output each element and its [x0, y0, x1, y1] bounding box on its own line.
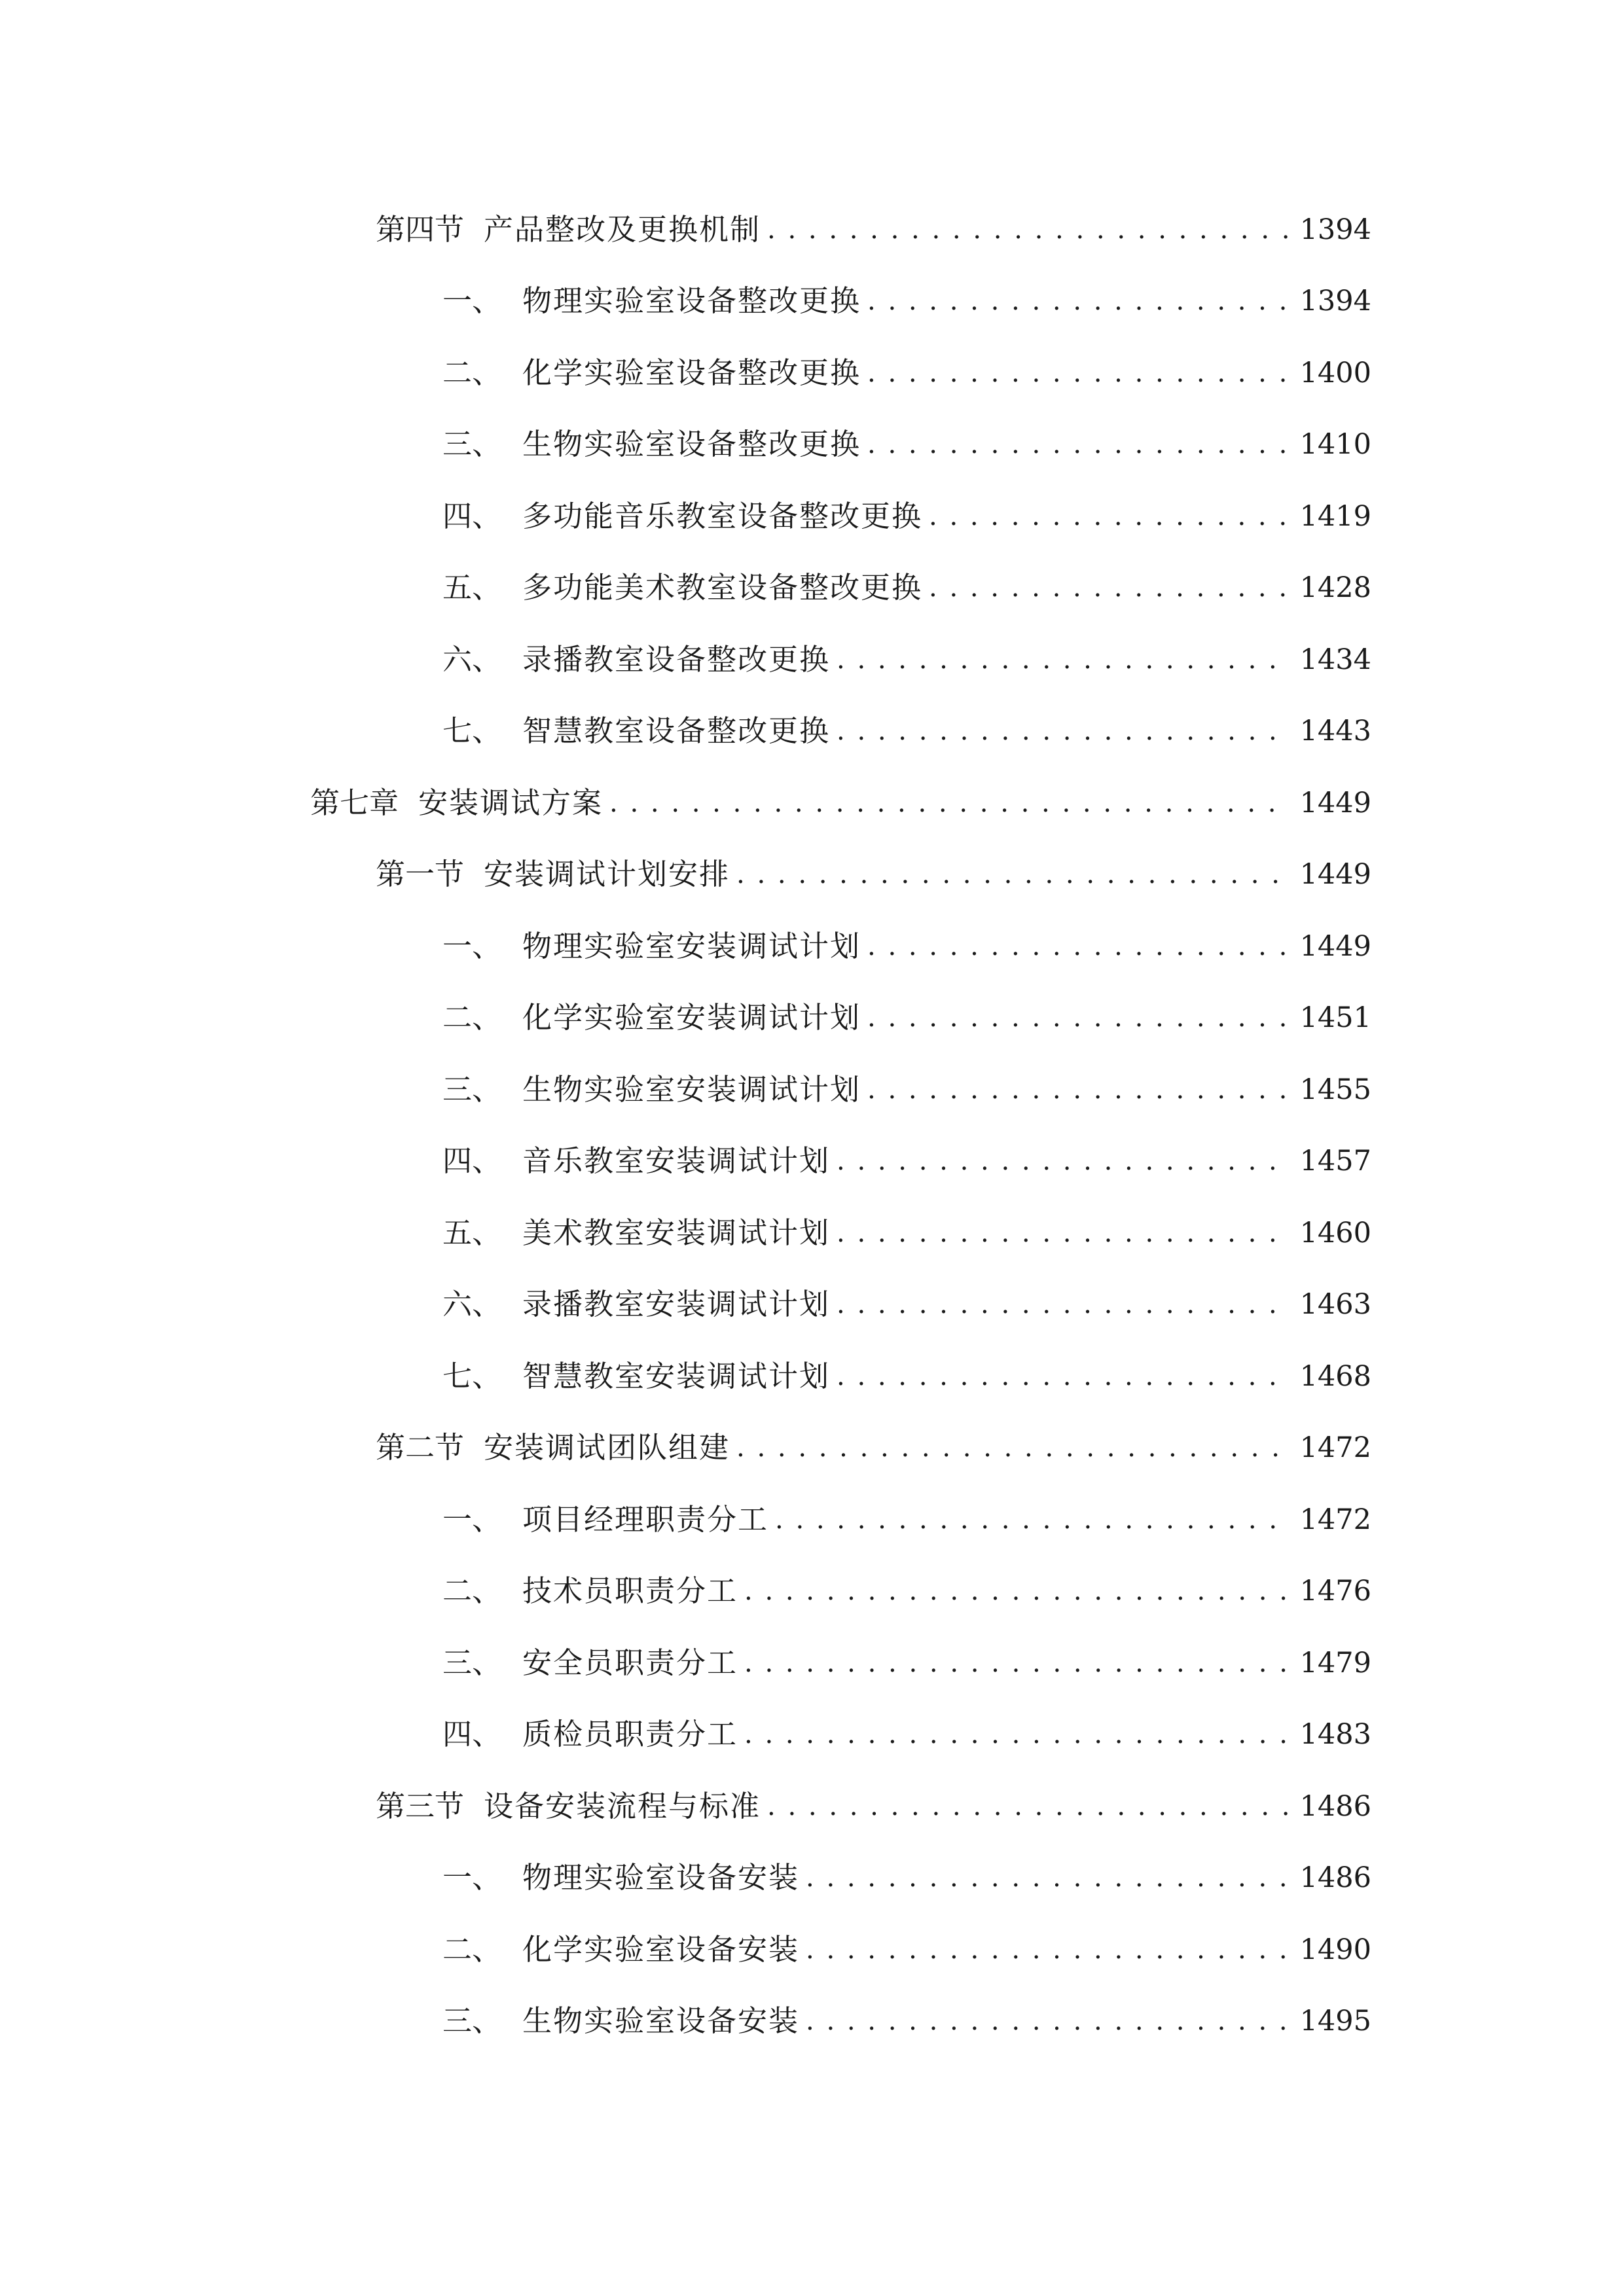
toc-entry-page: 1457	[1299, 1145, 1371, 1177]
toc-entry-title: 安全员职责分工	[522, 1645, 738, 1680]
toc-entry[interactable]	[442, 422, 1371, 467]
toc-entry-title: 生物实验室设备整改更换	[522, 427, 861, 461]
toc-entry-number: 五、	[442, 570, 502, 605]
toc-entry[interactable]	[376, 207, 1371, 253]
toc-entry[interactable]	[442, 493, 1371, 539]
toc-entry-page: 1443	[1299, 715, 1371, 747]
toc-entry[interactable]	[442, 1712, 1371, 1757]
toc-entry[interactable]	[442, 1855, 1371, 1901]
toc-entry[interactable]	[442, 1282, 1371, 1327]
toc-entry-title: 智慧教室设备整改更换	[522, 713, 831, 748]
toc-entry-number: 二、	[442, 355, 502, 390]
toc-entry-number: 一、	[442, 929, 502, 963]
toc-entry-number: 三、	[442, 427, 502, 461]
dot-leader	[775, 1497, 1290, 1543]
toc-entry[interactable]	[442, 1497, 1371, 1543]
toc-entry-title: 生物实验室设备安装	[522, 2003, 800, 2038]
toc-entry[interactable]	[442, 1998, 1371, 2044]
toc-entry-title: 项目经理职责分工	[522, 1502, 769, 1537]
dot-leader	[736, 852, 1290, 897]
toc-entry-page: 1394	[1299, 213, 1371, 246]
toc-entry-page: 1472	[1299, 1431, 1371, 1464]
toc-entry-title: 安装调试计划安排	[484, 857, 731, 891]
toc-entry-title: 产品整改及更换机制	[484, 212, 761, 247]
toc-entry[interactable]	[442, 1067, 1371, 1113]
toc-entry-page: 1479	[1299, 1647, 1371, 1679]
toc-entry-page: 1419	[1299, 500, 1371, 533]
toc-entry-number: 二、	[442, 1000, 502, 1035]
toc-entry[interactable]	[442, 708, 1371, 754]
toc-entry[interactable]	[442, 637, 1371, 683]
toc-entry-number: 一、	[442, 283, 502, 318]
toc-entry-title: 技术员职责分工	[522, 1573, 738, 1608]
dot-leader	[837, 637, 1290, 683]
toc-entry[interactable]	[442, 1927, 1371, 1973]
toc-entry-title: 化学实验室设备整改更换	[522, 355, 861, 390]
toc-entry-page: 1476	[1299, 1575, 1371, 1607]
dot-leader	[867, 422, 1290, 467]
toc-entry-page: 1472	[1299, 1503, 1371, 1536]
dot-leader	[867, 350, 1290, 396]
dot-leader	[837, 1282, 1290, 1327]
toc-entry-title: 物理实验室设备整改更换	[522, 283, 861, 318]
toc-entry-title: 安装调试团队组建	[484, 1430, 731, 1465]
dot-leader	[767, 207, 1290, 253]
toc-entry-number: 七、	[442, 1359, 502, 1393]
toc-entry-title: 设备安装流程与标准	[484, 1789, 761, 1823]
toc-entry-number: 第二节	[376, 1430, 465, 1465]
toc-entry-number: 四、	[442, 499, 502, 533]
toc-entry-number: 第四节	[376, 212, 465, 247]
toc-entry-title: 美术教室安装调试计划	[522, 1215, 831, 1250]
toc-entry-title: 音乐教室安装调试计划	[522, 1143, 831, 1178]
toc-entry[interactable]	[442, 1640, 1371, 1686]
toc-entry-title: 化学实验室设备安装	[522, 1932, 800, 1967]
toc-entry-number: 四、	[442, 1717, 502, 1751]
toc-entry-number: 六、	[442, 1287, 502, 1321]
toc-entry-number: 四、	[442, 1143, 502, 1178]
dot-leader	[837, 1354, 1290, 1399]
toc-entry-page: 1451	[1299, 1001, 1371, 1034]
dot-leader	[867, 924, 1290, 969]
toc-entry-number: 一、	[442, 1502, 502, 1537]
toc-entry-page: 1483	[1299, 1718, 1371, 1751]
toc-entry-number: 第一节	[376, 857, 465, 891]
toc-entry-title: 多功能音乐教室设备整改更换	[522, 499, 923, 533]
toc-entry[interactable]	[442, 1138, 1371, 1184]
toc-entry-title: 录播教室设备整改更换	[522, 642, 831, 677]
toc-entry-number: 一、	[442, 1860, 502, 1895]
toc-entry-title: 物理实验室安装调试计划	[522, 929, 861, 963]
toc-entry-title: 安装调试方案	[418, 785, 604, 820]
dot-leader	[837, 1138, 1290, 1184]
toc-entry-page: 1468	[1299, 1360, 1371, 1393]
toc-entry-page: 1495	[1299, 2005, 1371, 2037]
toc-entry-page: 1410	[1299, 428, 1371, 461]
toc-entry[interactable]	[442, 350, 1371, 396]
toc-entry[interactable]	[442, 278, 1371, 324]
toc-entry-number: 七、	[442, 713, 502, 748]
toc-entry-page: 1394	[1299, 285, 1371, 317]
dot-leader	[744, 1640, 1290, 1686]
toc-entry-page: 1486	[1299, 1790, 1371, 1823]
toc-entry-page: 1428	[1299, 571, 1371, 604]
toc-entry-number: 第三节	[376, 1789, 465, 1823]
dot-leader	[867, 278, 1290, 324]
dot-leader	[609, 780, 1290, 826]
toc-entry[interactable]	[376, 1425, 1371, 1471]
toc-entry-number: 三、	[442, 1645, 502, 1680]
toc-entry-number: 三、	[442, 1072, 502, 1107]
toc-entry-number: 第七章	[310, 785, 399, 820]
toc-entry[interactable]	[442, 995, 1371, 1041]
toc-entry[interactable]	[442, 1354, 1371, 1399]
toc-entry-page: 1449	[1299, 787, 1371, 819]
toc-entry-title: 化学实验室安装调试计划	[522, 1000, 861, 1035]
toc-entry-number: 六、	[442, 642, 502, 677]
toc-entry[interactable]	[442, 1210, 1371, 1256]
toc-entry-title: 质检员职责分工	[522, 1717, 738, 1751]
toc-entry-page: 1449	[1299, 858, 1371, 891]
dot-leader	[806, 1998, 1290, 2044]
dot-leader	[806, 1855, 1290, 1901]
dot-leader	[806, 1927, 1290, 1973]
toc-entry-page: 1455	[1299, 1073, 1371, 1106]
dot-leader	[867, 1067, 1290, 1113]
toc-entry-page: 1460	[1299, 1217, 1371, 1249]
toc-entry-page: 1486	[1299, 1861, 1371, 1894]
dot-leader	[929, 493, 1290, 539]
toc-entry-title: 生物实验室安装调试计划	[522, 1072, 861, 1107]
toc-entry[interactable]	[376, 852, 1371, 897]
dot-leader	[744, 1568, 1290, 1614]
dot-leader	[837, 708, 1290, 754]
toc-entry[interactable]	[310, 780, 1371, 826]
toc-entry-title: 录播教室安装调试计划	[522, 1287, 831, 1321]
toc-entry[interactable]	[442, 924, 1371, 969]
toc-entry[interactable]	[442, 565, 1371, 611]
toc-entry-page: 1434	[1299, 643, 1371, 676]
dot-leader	[736, 1425, 1290, 1471]
toc-entry-number: 五、	[442, 1215, 502, 1250]
toc-entry-title: 物理实验室设备安装	[522, 1860, 800, 1895]
toc-entry-title: 智慧教室安装调试计划	[522, 1359, 831, 1393]
dot-leader	[867, 995, 1290, 1041]
toc-entry-title: 多功能美术教室设备整改更换	[522, 570, 923, 605]
dot-leader	[929, 565, 1290, 611]
toc-entry-number: 三、	[442, 2003, 502, 2038]
dot-leader	[837, 1210, 1290, 1256]
toc-entry-page: 1490	[1299, 1933, 1371, 1966]
toc-entry-page: 1449	[1299, 930, 1371, 963]
toc-entry-number: 二、	[442, 1573, 502, 1608]
dot-leader	[767, 1784, 1290, 1829]
toc-entry[interactable]	[376, 1784, 1371, 1829]
dot-leader	[744, 1712, 1290, 1757]
toc-entry-page: 1463	[1299, 1288, 1371, 1321]
toc-entry[interactable]	[442, 1568, 1371, 1614]
toc-entry-number: 二、	[442, 1932, 502, 1967]
toc-entry-page: 1400	[1299, 357, 1371, 389]
